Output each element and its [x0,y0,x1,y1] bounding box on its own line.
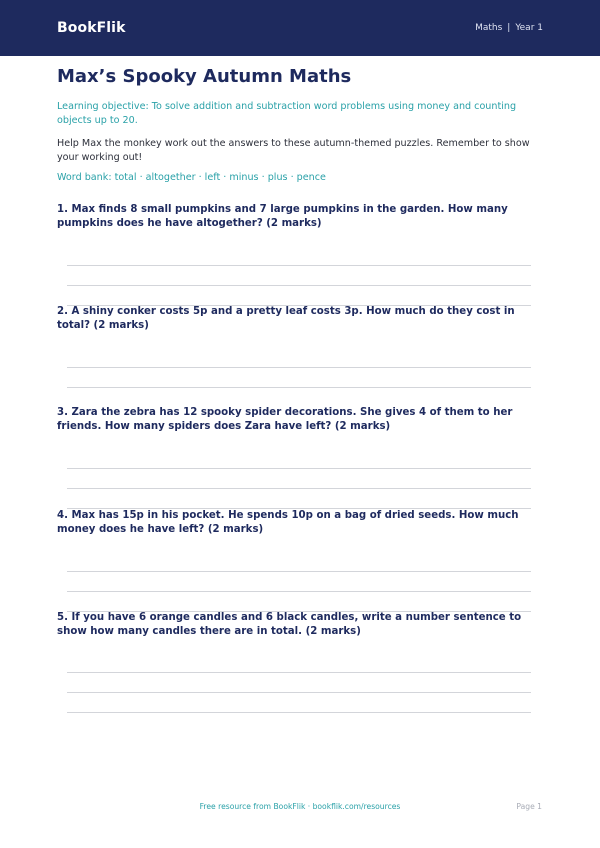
answer-line[interactable] [67,387,531,388]
subject-label: Maths [475,23,503,33]
page-footer [0,802,600,814]
header-bar [0,0,600,56]
brand-logo-text[interactable]: BookFlik [57,20,126,36]
answer-line[interactable] [67,591,531,592]
question-4: 4. Max has 15p in his pocket. He spends 10p on a bag of dried seeds. How much money does he have left? (2 marks) [57,510,519,535]
question-2: 2. A shiny conker costs 5p and a pretty leaf costs 3p. How much do they cost in total? (2 marks) [57,306,515,331]
answer-line[interactable] [67,367,531,368]
page-title: Max’s Spooky Autumn Maths [57,66,352,87]
question-3: 3. Zara the zebra has 12 spooky spider decorations. She gives 4 of them to her friends. How many spiders does Zara have left? (2 marks) [57,407,513,432]
learning-objective: Learning objective: To solve addition and subtraction word problems using money and counting objects up to 20. [57,101,517,126]
question-1: 1. Max finds 8 small pumpkins and 7 large pumpkins in the garden. How many pumpkins does he have altogether? (2 marks) [57,204,508,229]
answer-line[interactable] [67,265,531,266]
header-meta [475,23,543,33]
page-number: Page 1 [516,802,542,811]
answer-line[interactable] [67,488,531,489]
answer-line[interactable] [67,468,531,469]
meta-separator: | [507,23,511,33]
answer-line[interactable] [67,571,531,572]
question-5: 5. If you have 6 orange candles and 6 black candles, write a number sentence to show how many candles there are in total. (2 marks) [57,612,522,637]
intro-text: Help Max the monkey work out the answers to these autumn-themed puzzles. Remember to show your working out! [57,138,530,163]
year-label: Year 1 [515,23,543,33]
footer-credit[interactable]: Free resource from BookFlik · bookflik.com/resources [199,802,401,811]
word-bank: Word bank: total · altogether · left · minus · plus · pence [57,172,326,183]
answer-line[interactable] [67,712,531,713]
answer-line[interactable] [67,672,531,673]
answer-line[interactable] [67,285,531,286]
answer-line[interactable] [67,692,531,693]
